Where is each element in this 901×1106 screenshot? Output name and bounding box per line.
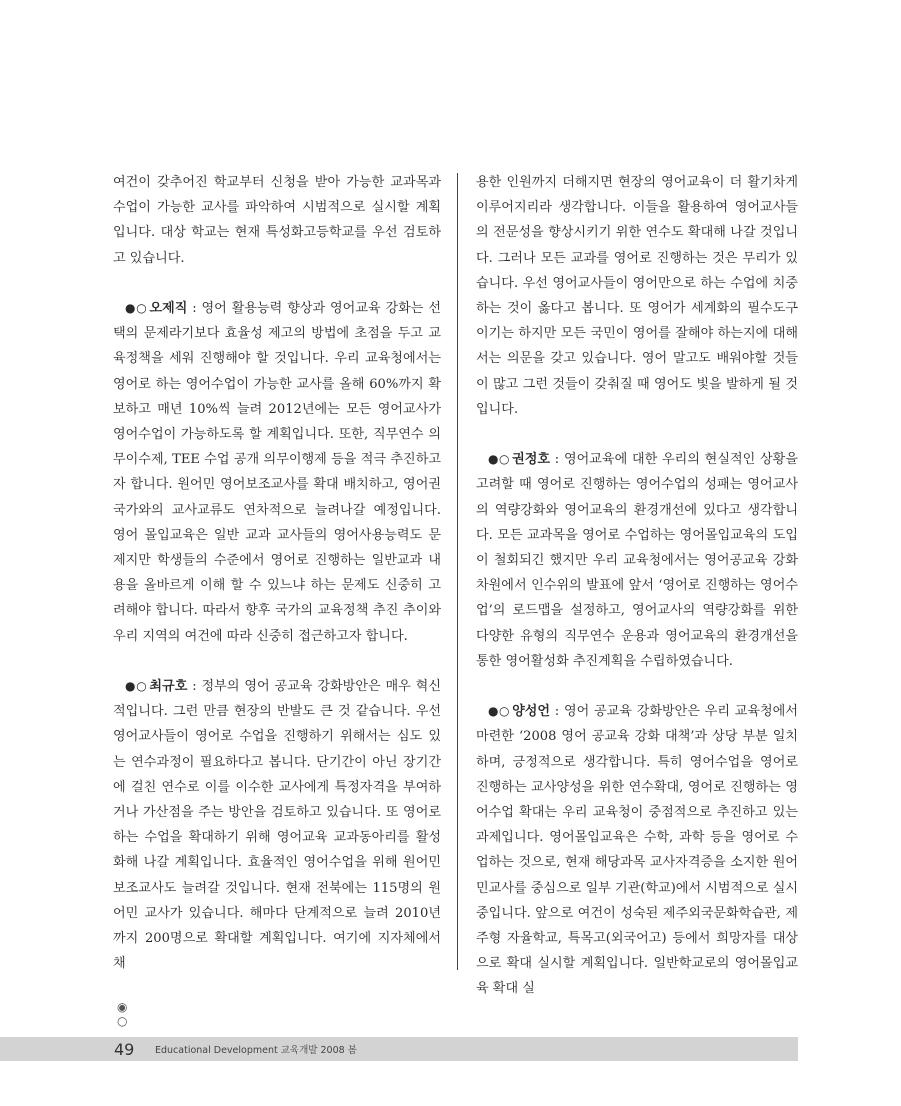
speaker-bullet: ●○ (488, 704, 511, 719)
page-marks (117, 1000, 131, 1028)
paragraph: 여건이 갖추어진 학교부터 신청을 받아 가능한 교과목과 수업이 가능한 교사를 파악하여 시범적으로 실시할 계획입니다. 대상 학교는 현재 특성화고등학교를 우선 검토하고 있습니다. (113, 175, 441, 266)
paragraph (476, 699, 798, 1001)
right-column (476, 170, 798, 1002)
column-divider (457, 173, 458, 970)
paragraph-text: 정부의 영어 공교육 강화방안은 매우 혁신적입니다. 그런 만큼 현장의 반발도 큰 것 같습니다. 우선 영어교사들이 영어로 수업을 진행하기 위해서는 심도 있는 연수과정이 필요하다고 봅니다. 단기간이 아닌 장기간에 걸친 연수로 이를 이수한 교사에게 특정자격을 부여하거나 가산점을 주는 방안을 검토하고 있습니다. 또 영어로 하는 수업을 확대하기 위해 영어교육 교과동아리를 활성화해 나갈 계획입니다. 효율적인 영어수업을 위해 원어민 보조교사도 늘려갈 것입니다. 현재 전북에는 115명의 원어민 교사가 있습니다. 해마다 단계적으로 늘려 2010년까지 200명으로 확대할 계획입니다. 여기에 지자체에서 채 (113, 679, 441, 972)
paragraph (476, 447, 798, 674)
speaker-name: 양성언 (512, 704, 551, 720)
speaker-separator: : (187, 679, 202, 695)
paragraph (113, 296, 441, 649)
speaker-name: 오제직 (149, 301, 188, 316)
speaker-bullet: ●○ (125, 301, 148, 315)
paragraph-text: 영어 공교육 강화방안은 우리 교육청에서 마련한 ‘2008 영어 공교육 강화 대책’과 상당 부분 일치하며, 긍정적으로 생각합니다. 특히 영어수업을 영어로 진행하는 교사양성을 위한 연수확대, 영어로 진행하는 영어수업 확대는 우리 교육청이 중점적으로 추진하고 있는 과제입니다. 영어몰입교육은 수학, 과학 등을 영어로 수업하는 것으로, 현재 해당과목 교사자격증을 소지한 원어민교사를 중심으로 일부 기관(학교)에서 시범적으로 실시 중입니다. 앞으로 여건이 성숙된 제주외국문화학습관, 제주형 자율학교, 특목고(외국어고) 등에서 희망자를 대상으로 확대 실시할 계획입니다. 일반학교로의 영어몰입교육 확대 실 (476, 704, 798, 997)
speaker-separator: : (550, 704, 564, 720)
journal-title: Educational Development 교육개발 2008 봄 (155, 1045, 357, 1056)
circle-icon: ○ (117, 1014, 128, 1028)
speaker-separator: : (550, 452, 564, 468)
speaker-separator: : (187, 301, 202, 316)
paragraph-text: 영어교육에 대한 우리의 현실적인 상황을 고려할 때 영어로 진행하는 영어수업의 성패는 영어교사의 역량강화와 영어교육의 환경개선에 있다고 생각합니다. 모든 교과목을 영어로 수업하는 영어몰입교육의 도입이 철회되긴 했지만 우리 교육청에서는 영어공교육 강화 차원에서 인수위의 발표에 앞서 ‘영어로 진행하는 영어수업’의 로드맵을 설정하고, 영어교사의 역량강화를 위한 다양한 유형의 직무연수 운용과 영어교육의 환경개선을 통한 영어활성화 추진계획을 수립하였습니다. (476, 452, 798, 669)
speaker-bullet: ●○ (125, 679, 148, 694)
speaker-name: 최규호 (149, 679, 188, 695)
paragraph: 용한 인원까지 더해지면 현장의 영어교육이 더 활기차게 이루어지리라 생각합니다. 이들을 활용하여 영어교사들의 전문성을 향상시키기 위한 연수도 확대해 나갈 것입니다. 그러나 모든 교과를 영어로 진행하는 것은 무리가 있습니다. 우선 영어교사들이 영어만으로 하는 수업에 치중하는 것이 옳다고 봅니다. 또 영어가 세계화의 필수도구이기는 하지만 모든 국민이 영어를 잘해야 하는지에 대해서는 의문을 갖고 있습니다. 영어 말고도 배워야할 것들이 많고 그런 것들이 갖춰질 때 영어도 빛을 발하게 될 것입니다. (476, 175, 798, 417)
filled-circle-icon: ◉ (117, 1000, 128, 1014)
page-number: 49 (114, 1040, 135, 1059)
speaker-bullet: ●○ (488, 452, 511, 467)
paragraph-text: 영어 활용능력 향상과 영어교육 강화는 선택의 문제라기보다 효율성 제고의 방법에 초점을 두고 교육정책을 세워 진행해야 할 것입니다. 우리 교육청에서는 영어로 하는 영어수업이 가능한 교사를 올해 60%까지 확보하고 매년 10%씩 늘려 2012년에는 모든 영어교사가 영어수업이 가능하도록 할 계획입니다. 또한, 직무연수 의무이수제, TEE 수업 공개 의무이행제 등을 적극 추진하고자 합니다. 원어민 영어보조교사를 확대 배치하고, 영어권 국가와의 교사교류도 연차적으로 늘려나갈 예정입니다. 영어 몰입교육은 일반 교과 교사들의 영어사용능력도 문제지만 학생들의 수준에서 영어로 진행하는 일반교과 내용을 올바르게 이해 할 수 있느냐 하는 문제도 신중히 고려해야 합니다. 따라서 향후 국가의 교육정책 추진 추이와 우리 지역의 여건에 따라 신중히 접근하고자 합니다. (113, 301, 441, 644)
speaker-name: 권정호 (512, 452, 551, 468)
left-column (113, 170, 441, 976)
paragraph (113, 674, 441, 976)
